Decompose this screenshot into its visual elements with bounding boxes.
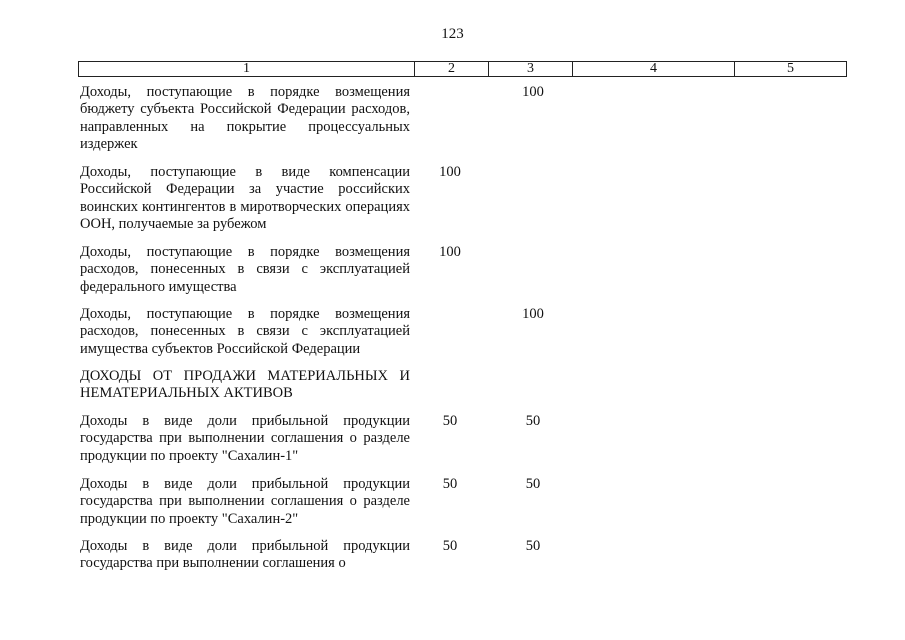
column-header-3: 3 [488,62,572,76]
row-description: Доходы, поступающие в порядке возмещения расходов, понесенных в связи с эксплуатацией имущества субъектов Российской Федерации [80,306,410,357]
column-header-1: 1 [243,61,250,76]
row-value-col3: 50 [525,476,541,492]
row-description: Доходы в виде доли прибыльной продукции государства при выполнении соглашения о [80,538,410,572]
row-description: Доходы в виде доли прибыльной продукции государства при выполнении соглашения о разделе продукции по проекту "Сахалин-2" [80,476,410,527]
row-description: Доходы, поступающие в порядке возмещения бюджету субъекта Российской Федерации расходов, направленных на покрытие процессуальных издержек [80,84,410,152]
row-value-col3: 100 [522,306,544,322]
row-description: Доходы, поступающие в порядке возмещения расходов, понесенных в связи с эксплуатацией федерального имущества [80,244,410,295]
column-header-4: 4 [572,62,734,76]
row-value-col3: 50 [525,538,541,554]
row-value-col2: 50 [442,538,458,554]
row-value-col2: 50 [442,413,458,429]
row-description: Доходы в виде доли прибыльной продукции государства при выполнении соглашения о разделе продукции по проекту "Сахалин-1" [80,413,410,464]
column-header-5: 5 [734,62,846,76]
row-value-col2: 100 [439,244,461,260]
row-value-col3: 100 [522,84,544,100]
table-header [78,61,847,77]
column-header-2: 2 [414,62,488,76]
row-value-col3: 50 [525,413,541,429]
row-description: Доходы, поступающие в виде компенсации Российской Федерации за участие российских воинских контингентов в миротворческих операциях ООН, получаемые за рубежом [80,164,410,232]
row-value-col2: 100 [439,164,461,180]
row-value-col2: 50 [442,476,458,492]
page-number: 123 [441,26,464,42]
section-heading: ДОХОДЫ ОТ ПРОДАЖИ МАТЕРИАЛЬНЫХ И НЕМАТЕРИАЛЬНЫХ АКТИВОВ [80,368,410,402]
